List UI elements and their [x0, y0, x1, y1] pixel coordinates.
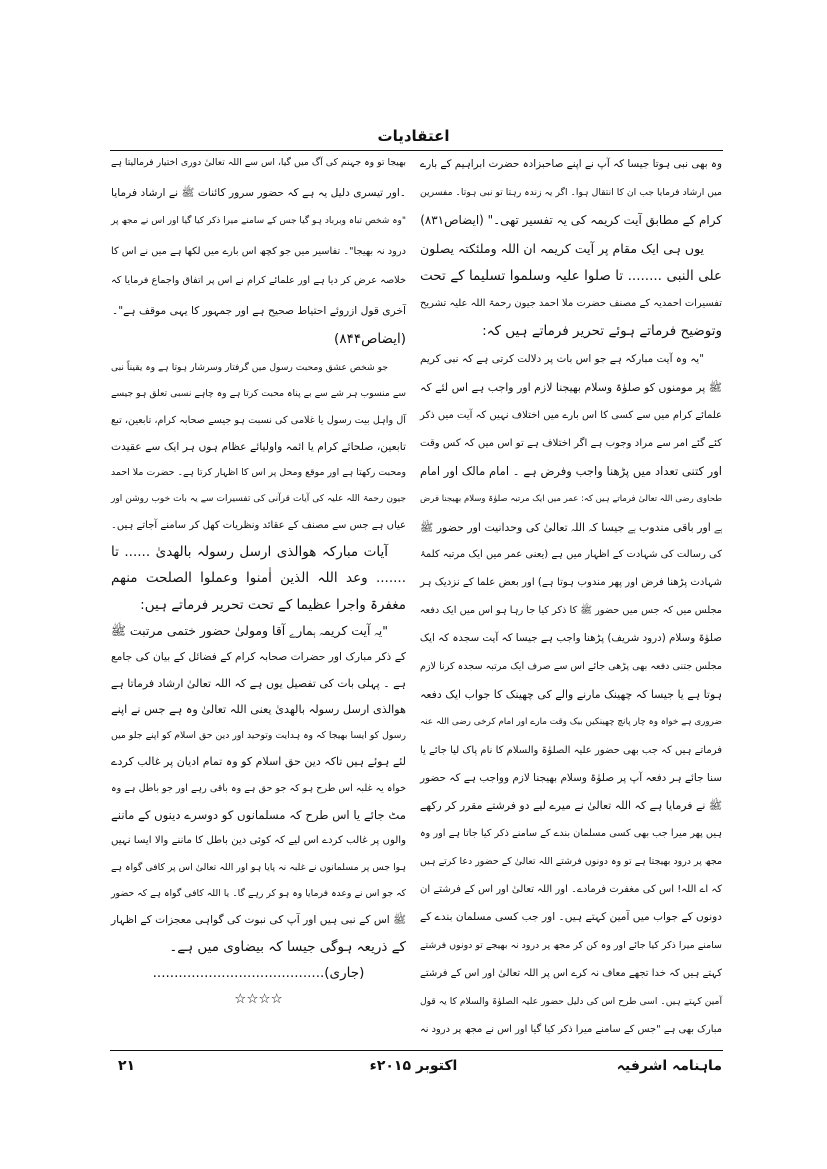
- text-line: تابعین، صلحائے کرام یا ائمہ واولیائے عظام ہوں ہر ایک سے عقیدت: [111, 439, 406, 453]
- text-line: مجلس جتنی دفعہ بھی پڑھی جائے اس سے صرف ایک مرتبہ سجدہ کرنا لازم: [420, 661, 722, 673]
- text-line: کے ذریعہ ہوگی جیسا کہ بیضاوی میں ہے۔: [169, 938, 406, 955]
- text-line: آخری قول ازروئے احتیاط صحیح ہے اور جمہور کا یہی موقف ہے"۔: [112, 303, 406, 317]
- text-line: فرماتے ہیں کہ جب بھی حضور علیہ الصلوٰۃ والسلام کا نام پاک لیا جائے یا: [420, 744, 722, 756]
- footer-rule: [110, 1050, 723, 1051]
- text-line: علی النبی ........ تا صلوا علیہ وسلموا تسلیما کے تحت: [420, 267, 722, 284]
- text-line: وہ بھی نبی ہوتا جیسا کہ آپ نے اپنے صاحبزادہ حضرت ابراہیم کے بارے: [420, 158, 722, 170]
- text-line: ۔اور تیسری دلیل یہ ہے کہ حضور سرور کائنات ﷺ نے ارشاد فرمایا: [111, 185, 406, 199]
- text-line: عیاں ہے جس سے مصنف کے عقائد ونظریات کھل کر سامنے آجاتے ہیں۔: [111, 519, 406, 531]
- text-line: دونوں کے جواب میں آمین کہتے ہیں۔ اور جب کسی مسلمان بندے کے: [420, 911, 722, 924]
- text-line: مجھ پر درود بھیجتا ہے تو وہ دونوں فرشتے اللہ تعالیٰ کے حضور دعا کرتے ہیں: [420, 856, 722, 868]
- text-line: "وہ شخص تباہ وبرباد ہو گیا جس کے سامنے میرا ذکر کیا گیا اور اس نے مجھ پر: [111, 216, 406, 226]
- text-line: والوں پر غالب کردے اس لیے کہ کوئی دین باطل کا ماننے والا ایسا نہیں: [111, 835, 406, 847]
- text-line: ہے ۔ پہلی بات کی تفصیل یوں ہے کہ اللہ تعالیٰ ارشاد فرماتا ہے: [110, 676, 406, 690]
- text-line: مٹ جائے یا اس طرح کہ مسلمانوں کو دوسرے دینوں کے ماننے: [111, 808, 406, 823]
- text-line: کی رسالت کی شہادت کے اظہار میں ہے (یعنی عمر میں ایک مرتبہ کلمۂ: [420, 549, 722, 561]
- text-line: کے ذکر مبارک اور حضرات صحابہ کرام کے فضائل کے بیان کی جامع: [111, 650, 406, 664]
- text-line: ﷺ پر مومنوں کو صلوٰۃ وسلام بھیجنا لازم اور واجب ہے اس لئے کہ: [420, 381, 722, 395]
- issue-date: اکتوبر ۲۰۱۵ء: [369, 1058, 458, 1074]
- text-line: آمین کہتے ہیں۔ اسی طرح اس کی دلیل حضور علیہ الصلوٰۃ والسلام کا یہ قول: [420, 995, 722, 1007]
- page-number: ۲۱: [118, 1058, 136, 1074]
- text-line: شہادت پڑھنا فرض اور پھر مندوب ہوتا ہے) اور بعض علما کے نزدیک ہر: [420, 577, 722, 589]
- text-line: خلاصہ عرض کر دیا ہے اور علمائے کرام نے اس پر اتفاق واجماع فرمایا کہ: [111, 275, 406, 286]
- text-line: کہ جو اس نے وعدہ فرمایا وہ ہو کر رہے گا۔ یا اللہ کافی گواہ ہے کہ حضور: [111, 887, 406, 899]
- text-line: خواہ یہ غلبہ اس طرح ہو کہ جو حق ہے وہ باقی رہے اور جو باطل ہے وہ: [111, 782, 406, 794]
- text-line: اور کتنی تعداد میں پڑھنا واجب وفرض ہے ۔ امام مالک اور امام: [420, 463, 722, 478]
- text-line: علمائے کرام میں سے کسی کا اس بارے میں اختلاف نہیں کہ آیت میں ذکر: [420, 410, 722, 422]
- text-line: لئے ہوئے ہیں تاکہ دین حق اسلام کو وہ تمام ادیان پر غالب کردے: [111, 755, 406, 769]
- text-line: کئے گئے امر سے مراد وجوب ہے اگر اختلاف ہے تو اس میں کہ کس وقت: [420, 437, 722, 449]
- text-line: تفسیرات احمدیہ کے مصنف حضرت ملا احمد جیون رحمۃ اللہ علیہ تشریح: [420, 298, 722, 310]
- text-line: ضروری ہے خواہ وہ چار پانچ چھینکیں بیک وقت مارے اور امام کرخی رضی اللہ عنہ: [420, 716, 722, 727]
- text-line: سے منسوب ہر شے سے بے پناہ محبت کرتا ہے وہ چاہے نسبی تعلق ہو جیسے: [111, 388, 406, 400]
- text-line: "یہ وہ آیت مبارکہ ہے جو اس بات پر دلالت کرتی ہے کہ نبی کریم: [420, 353, 704, 366]
- left-column-top: [111, 148, 406, 355]
- text-line: ﷺ اس کے نبی ہیں اور آپ کی نبوت کی گواہی معجزات کے اظہار: [111, 913, 406, 927]
- text-line: "یہ آیت کریمہ ہمارے آقا ومولیٰ حضور ختمی مرتبت ﷺ: [110, 622, 388, 638]
- text-line: آل واہل بیت رسول یا غلامی کی نسبت ہو جیسے صحابہ کرام، تابعین، تبع: [111, 414, 406, 426]
- text-line: ﷺ نے فرمایا ہے کہ اللہ تعالیٰ نے میرے لیے دو فرشتے مقرر کر رکھے: [419, 799, 722, 813]
- text-line: وتوضیح فرماتے ہوئے تحریر فرماتے ہیں کہ:: [482, 323, 722, 340]
- left-column-bottom: [111, 355, 406, 1012]
- text-line: سامنے میرا ذکر کیا جائے اور وہ کن کر مجھ پر درود نہ بھیجے تو دونوں فرشتے: [420, 939, 722, 951]
- right-column: [420, 151, 722, 1044]
- text-line: کرام کے مطابق آیت کریمہ کی یہ تفسیر تھی۔" (ایضاص۸۳۱): [420, 212, 722, 227]
- text-line: یوں ہی ایک مقام پر آیت کریمہ ان اللہ وملئکتہ یصلون: [420, 240, 704, 256]
- text-line: ومحبت رکھتا ہے اور موقع ومحل پر اس کا اظہار کرتا ہے۔ حضرت ملا احمد: [111, 467, 406, 479]
- magazine-name: ماہنامہ اشرفیہ: [616, 1058, 722, 1074]
- text-line: رسول کو ایسا بھیجا کہ وہ ہدایت وتوحید اور دین حق اسلام کو اپنے جلو میں: [111, 730, 406, 742]
- text-line: آیات مبارکہ ھوالذی ارسل رسولہ بالھدیٰ ...... تا: [111, 544, 388, 561]
- section-title: اعتقادیات: [377, 127, 450, 145]
- text-line: ہیں پھر میرا جب بھی کسی مسلمان بندے کے سامنے ذکر کیا جاتا ہے اور وہ: [419, 828, 722, 840]
- text-line: صلوٰۃ وسلام (درود شریف) پڑھنا واجب ہے جیسا کہ آیت سجدہ کہ ایک: [419, 632, 722, 645]
- text-line: کہتے ہیں کہ خدا تجھے معاف نہ کرے اس پر اللہ تعالیٰ اور اس کے فرشتے: [419, 967, 722, 979]
- text-line: درود نہ بھیجا"۔ تفاسیر میں جو کچھ اس بارے میں لکھا ہے میں نے اس کا: [111, 245, 406, 257]
- text-line: ہوتا ہے یا جیسا کہ چھینک مارنے والے کی چھینک کا جواب ایک دفعہ: [420, 687, 722, 701]
- text-line: (ایضاص۸۴۴): [334, 331, 406, 347]
- text-line: بھیجا تو وہ جہنم کی آگ میں گیا، اس سے اللہ تعالیٰ دوری اختیار فرمالیتا ہے: [111, 157, 406, 168]
- text-line: مغفرۃ واجرا عظیما کے تحت تحریر فرماتے ہیں:: [140, 596, 406, 613]
- text-line: میں ارشاد فرمایا جب ان کا انتقال ہوا۔ اگر یہ زندہ رہتا تو نبی ہوتا۔ مفسرین: [420, 186, 722, 198]
- text-line: ہوا جس پر مسلمانوں نے غلبہ نہ پایا ہو اور اللہ تعالیٰ اس پر کافی گواہ ہے: [111, 861, 406, 873]
- text-line: سنا جائے ہر دفعہ آپ پر صلوٰۃ وسلام بھیجنا لازم وواجب ہے کہ حضور: [420, 771, 722, 784]
- text-line: ☆☆☆☆: [234, 991, 283, 1008]
- text-line: مجلس میں کہ جس میں حضور ﷺ کا ذکر کیا جا رہا ہو اس میں ایک دفعہ: [419, 605, 722, 617]
- text-line: جو شخص عشق ومحبت رسول میں گرفتار وسرشار ہوتا ہے وہ یقیناً نبی: [111, 362, 388, 373]
- text-line: ھوالذی ارسل رسولہ بالھدیٰ یعنی اللہ تعالیٰ وہ ہے جس نے اپنے: [111, 702, 406, 716]
- text-line: طحاوی رضی اللہ تعالیٰ فرماتے ہیں کہ: عمر میں ایک مرتبہ صلوٰۃ وسلام بھیجنا فرض: [420, 493, 722, 504]
- text-line: ہے اور باقی مندوب ہے جیسا کہ اللہ تعالیٰ کی وحدانیت اور حضور ﷺ: [420, 520, 722, 534]
- text-line: (جاری)........................................: [152, 964, 365, 981]
- text-line: ....... وعد اللہ الذین اٰمنوا وعملوا الصلحت منھم: [111, 570, 406, 587]
- text-line: کہ اے اللہ! اس کی مغفرت فرمادے۔ اور اللہ تعالیٰ اور اس کے فرشتے ان: [419, 884, 722, 896]
- text-line: جیون رحمۃ اللہ علیہ کی آیات قرآنی کی تفسیرات سے یہ بات خوب روشن اور: [111, 494, 406, 505]
- text-line: مبارک بھی ہے "جس کے سامنے میرا ذکر کیا گیا اور اس نے مجھ پر درود نہ: [420, 1023, 722, 1035]
